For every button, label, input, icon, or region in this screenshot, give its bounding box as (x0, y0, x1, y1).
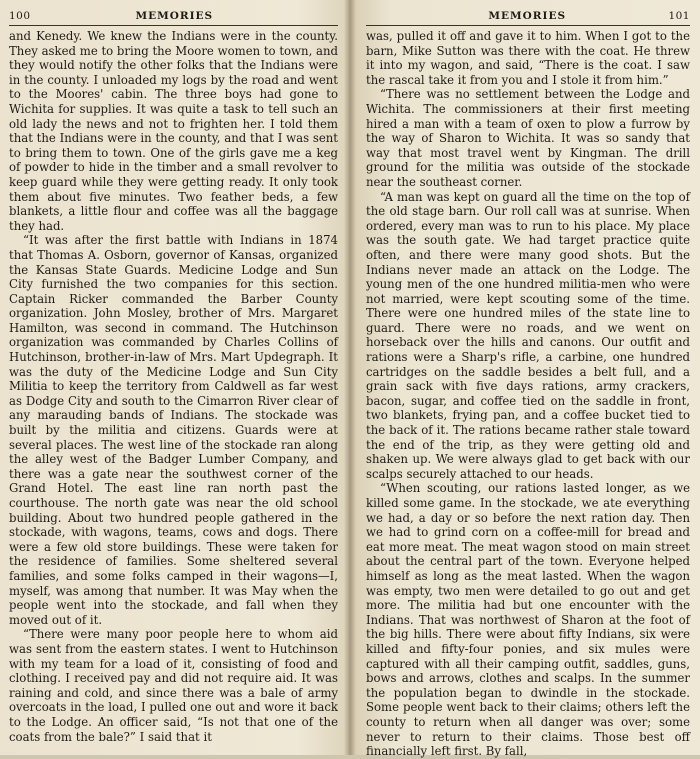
paragraph: was, pulled it off and gave it to him. When I got to the barn, Mike Sutton was there with the coat. He threw it into my wagon, and said, “There is the coat. I saw the rascal take it from you and I stole it from him.” (366, 29, 690, 87)
header-rule-left (9, 25, 338, 26)
paragraph: “When scouting, our rations lasted longer, as we killed some game. In the stockade, we ate everything we had, a day or so before the next ration day. Then we had to grind corn on a coffee-mill for bread and eat more meat. The meat wagon stood on main street about the central part of the town. Everyone helped himself as long as the meat lasted. When the wagon was empty, two men were detailed to go out and get more. The militia had but one encounter with the Indians. That was northwest of Sharon at the foot of the big hills. There were about fifty Indians, six were killed and fifty-four ponies, and six mules were captured with all their camping outfit, saddles, guns, bows and arrows, clothes and scalps. In the summer the population began to dwindle in the stockade. Some people went back to their claims; others left the county to return when all danger was over; some never to return to their claims. Those best off financially left first. By fall, (366, 481, 690, 759)
paragraph: and Kenedy. We knew the Indians were in the county. They asked me to bring the Moore women to town, and they would notify the other folks that the Indians were in the county. I unloaded my logs by the road and went to the Moores' cabin. The three boys had gone to Wichita for supplies. It was quite a task to tell such an old lady the news and not to frighten her. I told them that the Indians were in the county, and that I was sent to bring them to town. One of the girls gave me a keg of powder to hide in the timber and a small revolver to keep guard while they were getting ready. It only took them about five minutes. Two feather beds, a few blankets, a little flour and coffee was all the baggage they had. (9, 29, 338, 233)
page-number-left: 100 (9, 10, 31, 22)
left-page-header (9, 0, 338, 22)
right-page-header (366, 0, 690, 22)
header-rule-right (366, 25, 690, 26)
paragraph: “A man was kept on guard all the time on the top of the old stage barn. Our roll call was at sunrise. When ordered, every man was to run to his place. My place was the south gate. We had target practice quite often, and there were many good shots. But the Indians never made an attack on the Lodge. The young men of the one hundred militia-men who were not married, were kept scouting some of the time. There were one hundred miles of the state line to guard. There were no roads, and we went on horseback over the hills and canons. Our outfit and rations were a Sharp's rifle, a carbine, one hundred cartridges on the saddle besides a belt full, and a grain sack with five days rations, army crackers, bacon, sugar, and coffee tied on the saddle in front, two blankets, frying pan, and a coffee bucket tied to the back of it. The rations became rather stale toward the end of the trip, as they were getting old and shaken up. We were always glad to get back with our scalps securely attached to our heads. (366, 189, 690, 481)
right-page (350, 0, 700, 759)
running-head-right: MEMORIES (488, 10, 567, 22)
left-page-text (9, 29, 338, 744)
left-page (0, 0, 350, 755)
paragraph: “There were many poor people here to whom aid was sent from the eastern states. I went to Hutchinson with my team for a load of it, consisting of food and clothing. I received pay and did not require aid. It was raining and cold, and since there was a bale of army overcoats in the load, I pulled one out and wore it back to the Lodge. An officer said, “Is not that one of the coats from the bale?” I said that it (9, 627, 338, 744)
paragraph: “There was no settlement between the Lodge and Wichita. The commissioners at their first meeting hired a man with a team of oxen to plow a furrow by the way of Sharon to Wichita. It was so sandy that way that most travel went by Kingman. The drill ground for the militia was outside of the stockade near the southeast corner. (366, 87, 690, 189)
running-head-left: MEMORIES (135, 10, 214, 22)
right-page-text (366, 29, 690, 759)
book-gutter-shadow (344, 0, 356, 755)
paragraph: “It was after the first battle with Indians in 1874 that Thomas A. Osborn, governor of Kansas, organized the Kansas State Guards. Medicine Lodge and Sun City furnished the two companies for this section. Captain Ricker commanded the Barber County organization. John Mosley, brother of Mrs. Margaret Hamilton, was second in command. The Hutchinson organization was commanded by Charles Collins of Hutchinson, brother-in-law of Mrs. Mart Updegraph. It was the duty of the Medicine Lodge and Sun City Militia to keep the territory from Caldwell as far west as Dodge City and south to the Cimarron River clear of any marauding bands of Indians. The stockade was built by the militia and citizens. Guards were at several places. The west line of the stockade ran along the alley west of the Badger Lumber Company, and there was a gate near the southwest corner of the Grand Hotel. The east line ran north past the courthouse. The north gate was near the old school building. About two hundred people gathered in the stockade, with wagons, teams, cows and dogs. There were a few old store buildings. These were taken for the residence of families. Some sheltered several families, and some folks camped in their wagons—I, myself, was among that number. It was May when the people went into the stockade, and fall when they moved out of it. (9, 233, 338, 627)
page-number-right: 101 (668, 10, 690, 22)
